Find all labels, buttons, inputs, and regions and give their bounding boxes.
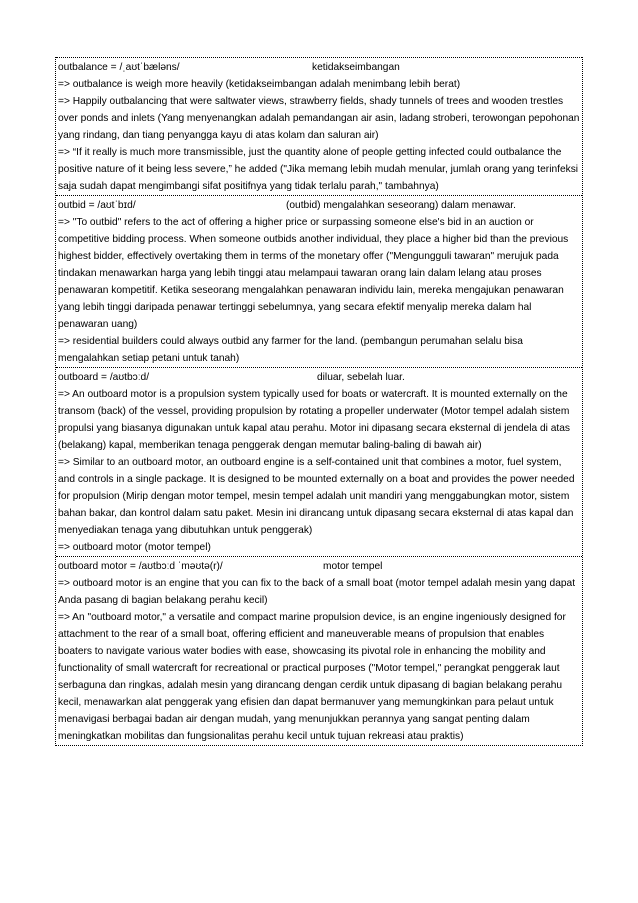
- entry-line: => An "outboard motor," a versatile and compact marine propulsion device, is an engine ingeniously designed for attachment to the rear of a small boat, offering efficient and maneuverable means of propulsion that enables boaters to navigate various water bodies with ease, showcasing its pivotal role in enhancing the mobility and functionality of small watercraft for recreational or practical purposes ("Motor tempel," perangkat penggerak laut serbaguna dan ringkas, adalah mesin yang dirancang dengan cerdik untuk dipasang di bagian belakang perahu kecil, menawarkan alat penggerak yang efisien dan dapat bermanuver yang memungkinkan para pelaut untuk menavigasi berbagai badan air dengan mudah, yang menunjukkan perannya yang sangat penting dalam meningkatkan mobilitas dan fungsionalitas perahu kecil untuk tujuan rekreasi atau praktis): [58, 612, 566, 742]
- entry-line: => outbalance is weigh more heavily (ketidakseimbangan adalah menimbang lebih berat): [58, 79, 461, 90]
- headword-pronunciation: outbid = /aʊtˈbɪd/: [58, 200, 136, 211]
- entry-line: => outboard motor is an engine that you can fix to the back of a small boat (motor tempel adalah mesin yang dapat Anda pasang di bagian belakang perahu kecil): [58, 578, 576, 606]
- headword-translation: (outbid) mengalahkan seseorang) dalam menawar.: [286, 200, 516, 211]
- entry-line: => residential builders could always outbid any farmer for the land. (pembangun perumahan selalu bisa mengalahkan setiap petani untuk tanah): [58, 336, 523, 364]
- headword-pronunciation: outbalance = /ˌaʊtˈbæləns/: [58, 62, 180, 73]
- entry-line: => "To outbid" refers to the act of offering a higher price or surpassing someone else's bid in an auction or competitive bidding process. When someone outbids another individual, they place a higher bid than the previous highest bidder, effectively overtaking them in terms of the monetary offer ("Mengungguli tawaran" merujuk pada tindakan menawarkan harga yang lebih tinggi atau melampaui tawaran orang lain dalam lelang atau proses penawaran kompetitif. Ketika seseorang mengalahkan penawaran individu lain, mereka mengajukan penawaran yang lebih tinggi daripada penawar tertinggi sebelumnya, yang secara efektif menyalip mereka dalam hal penawaran uang): [58, 217, 569, 330]
- entry-line: => “If it really is much more transmissible, just the quantity alone of people getting infected could outbalance the positive nature of it being less severe,” he added ("Jika memang lebih mudah menular, jumlah orang yang terinfeksi saja sudah dapat mengimbangi sifat positifnya yang tidak terlalu parah," tambahnya): [58, 147, 579, 192]
- headword-translation: diluar, sebelah luar.: [317, 372, 405, 383]
- headword-pronunciation: outboard motor = /aʊtbɔːd ˈməʊtə(r)/: [58, 561, 223, 572]
- entry-line: => outboard motor (motor tempel): [58, 542, 211, 553]
- entry-header: [58, 558, 580, 575]
- headword-pronunciation: outboard = /aʊtbɔːd/: [58, 372, 150, 383]
- entry-outboard-motor: [56, 556, 582, 745]
- entry-line: => Happily outbalancing that were saltwater views, strawberry fields, shady tunnels of trees and wooden trestles over ponds and inlets (Yang menyenangkan adalah pemandangan air asin, ladang stroberi, terowongan pepohonan yang rindang, dan tiang penyangga kayu di atas kolam dan saluran air): [58, 96, 580, 141]
- entry-line: => Similar to an outboard motor, an outboard engine is a self-contained unit that combines a motor, fuel system, and controls in a single package. It is designed to be mounted externally on a boat and provides the power needed for propulsion (Mirip dengan motor tempel, mesin tempel adalah unit mandiri yang menggabungkan motor, sistem bahan bakar, dan kontrol dalam satu paket. Mesin ini dirancang untuk dipasang secara eksternal di atas kapal dan menyediakan tenaga yang dibutuhkan untuk penggerak): [58, 457, 575, 536]
- entry-outbid: [56, 195, 582, 367]
- entry-outbalance: [56, 57, 582, 195]
- entry-header: [58, 197, 580, 214]
- headword-translation: motor tempel: [323, 561, 383, 572]
- headword-translation: ketidakseimbangan: [312, 62, 400, 73]
- entry-header: [58, 369, 580, 386]
- entry-line: => An outboard motor is a propulsion system typically used for boats or watercraft. It is mounted externally on the transom (back) of the vessel, providing propulsion by rotating a propeller underwater (Motor tempel adalah sistem propulsi yang biasanya digunakan untuk kapal atau perahu. Motor ini dipasang secara eksternal di jendela di atas (belakang) kapal, memberikan tenaga penggerak dengan memutar baling-baling di bawah air): [58, 389, 570, 451]
- entry-header: [58, 59, 580, 76]
- entry-outboard: [56, 367, 582, 556]
- dictionary-page: [55, 57, 583, 746]
